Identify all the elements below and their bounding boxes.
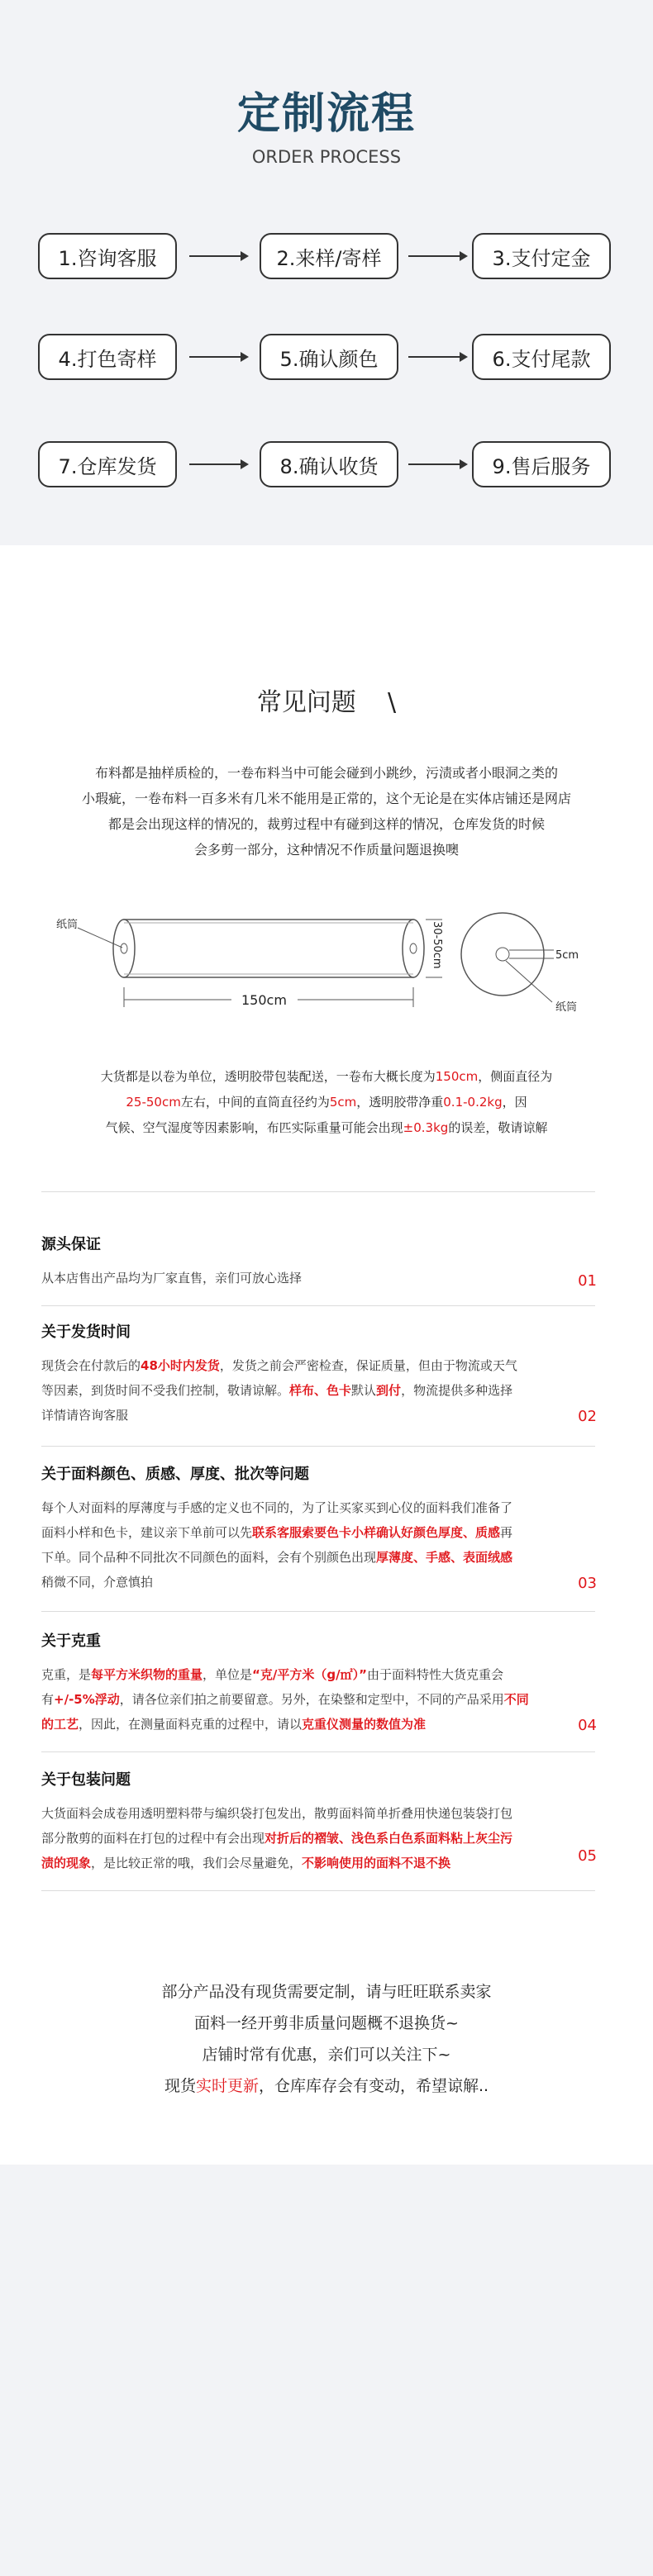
faq-item-1 xyxy=(41,1233,595,1290)
divider xyxy=(41,1446,595,1447)
faq-item-body: 现货会在付款后的48小时内发货，发货之前会严密检查，保证质量，但由于物流或天气 等因素，到货时间不受我们控制，敬请谅解。样布、色卡默认到付，物流提供多种选择 详情请咨询客服 xyxy=(41,1358,517,1423)
faq-item-number: 02 xyxy=(578,1408,597,1425)
arrow-right-icon xyxy=(189,463,247,465)
process-step-1: 1.咨询客服 xyxy=(38,233,177,279)
footer-notice: 部分产品没有现货需要定制，请与旺旺联系卖家 面料一经开剪非质量问题概不退换货~ 店铺时常有优惠，亲们可以关注下~ 现货实时更新，仓库库存会有变动，希望谅解.. xyxy=(161,1983,492,2095)
faq-item-title: 源头保证 xyxy=(41,1236,101,1253)
process-step-6: 6.支付尾款 xyxy=(472,334,611,380)
faq-item-body: 每个人对面料的厚薄度与手感的定义也不同的，为了让买家买到心仪的面料我们准备了 面料小样和色卡，建议亲下单前可以先联系客服索要色卡小样确认好颜色厚度、质感再 下单。同个品种不同批次不同颜色的面料，会有个别颜色出现厚薄度、手感、表面绒感 稍微不同，介意慎拍 xyxy=(41,1500,513,1590)
label-length: 150cm xyxy=(241,992,287,1008)
process-title: 定制流程 xyxy=(236,89,416,139)
divider xyxy=(41,1751,595,1752)
faq-item-2 xyxy=(41,1320,595,1428)
process-subtitle: ORDER PROCESS xyxy=(251,147,402,167)
arrow-right-icon xyxy=(408,463,466,465)
roll-end-core xyxy=(496,948,509,961)
fabric-roll-diagram xyxy=(50,905,612,1024)
order-process-section xyxy=(0,0,653,545)
arrow-right-icon xyxy=(408,255,466,257)
faq-intro: 布料都是抽样质检的，一卷布料当中可能会碰到小跳纱，污渍或者小眼洞之类的 小瑕疵，一卷布料一百多米有几米不能用是正常的，这个无论是在实体店铺还是网店 都是会出现这样的情况的，裁剪过程中有碰到这样的情况，仓库发货的时候 会多剪一部分，这种情况不作质量问题退换噢 xyxy=(81,765,571,858)
label-tube2: 纸筒 xyxy=(555,1001,578,1014)
bottom-spacer xyxy=(0,2165,653,2576)
process-step-3: 3.支付定金 xyxy=(472,233,611,279)
roll-body xyxy=(124,920,413,977)
arrow-right-icon xyxy=(408,356,466,358)
process-step-8: 8.确认收货 xyxy=(260,441,398,487)
faq-item-title: 关于包装问题 xyxy=(41,1771,131,1789)
faq-title-mark: \ xyxy=(388,688,397,717)
faq-item-number: 01 xyxy=(578,1272,597,1290)
faq-item-4 xyxy=(41,1629,595,1737)
label-tube: 纸筒 xyxy=(56,919,79,931)
divider xyxy=(41,1890,595,1891)
faq-item-number: 05 xyxy=(578,1847,597,1865)
roll-core-left xyxy=(121,943,127,953)
faq-item-number: 03 xyxy=(578,1575,597,1592)
faq-item-body: 从本店售出产品均为厂家直售，亲们可放心选择 xyxy=(41,1271,303,1286)
roll-core-right xyxy=(410,943,417,953)
arrow-right-icon xyxy=(189,255,247,257)
process-step-4: 4.打色寄样 xyxy=(38,334,177,380)
label-diameter: 30-50cm xyxy=(431,921,443,969)
process-step-7: 7.仓库发货 xyxy=(38,441,177,487)
faq-item-title: 关于克重 xyxy=(41,1633,101,1650)
faq-title: 常见问题 \ xyxy=(256,688,397,717)
divider xyxy=(41,1305,595,1306)
faq-item-body: 克重，是每平方米织物的重量，单位是“克/平方米（g/㎡）”由于面料特性大货克重会 有+/-5%浮动，请各位亲们拍之前要留意。另外，在染整和定型中，不同的产品采用不同 的工艺，因此，在测量面料克重的过程中，请以克重仪测量的数值为准 xyxy=(41,1667,529,1732)
faq-item-body: 大货面料会成卷用透明塑料带与编织袋打包发出，散剪面料简单折叠用快递包装袋打包 部分散剪的面料在打包的过程中有会出现对折后的褶皱、浅色系白色系面料粘上灰尘污 渍的现象，是比较正常的哦，我们会尽量避免，不影响使用的面料不退不换 xyxy=(41,1806,513,1870)
roll-info: 大货都是以卷为单位，透明胶带包装配送，一卷布大概长度为150cm，侧面直径为 25-50cm左右，中间的直筒直径约为5cm，透明胶带净重0.1-0.2kg，因 气候、空气湿度等因素影响，布匹实际重量可能会出现±0.3kg的误差，敬请谅解 xyxy=(100,1069,553,1135)
process-step-5: 5.确认颜色 xyxy=(260,334,398,380)
faq-item-title: 关于面料颜色、质感、厚度、批次等问题 xyxy=(41,1466,309,1483)
divider xyxy=(41,1191,595,1192)
label-core: 5cm xyxy=(555,949,579,962)
process-step-2: 2.来样/寄样 xyxy=(260,233,398,279)
divider xyxy=(41,1611,595,1612)
faq-item-title: 关于发货时间 xyxy=(41,1324,131,1341)
arrow-right-icon xyxy=(189,356,247,358)
faq-item-number: 04 xyxy=(578,1717,597,1734)
process-step-9: 9.售后服务 xyxy=(472,441,611,487)
faq-item-5 xyxy=(41,1768,595,1875)
faq-item-3 xyxy=(41,1462,595,1595)
